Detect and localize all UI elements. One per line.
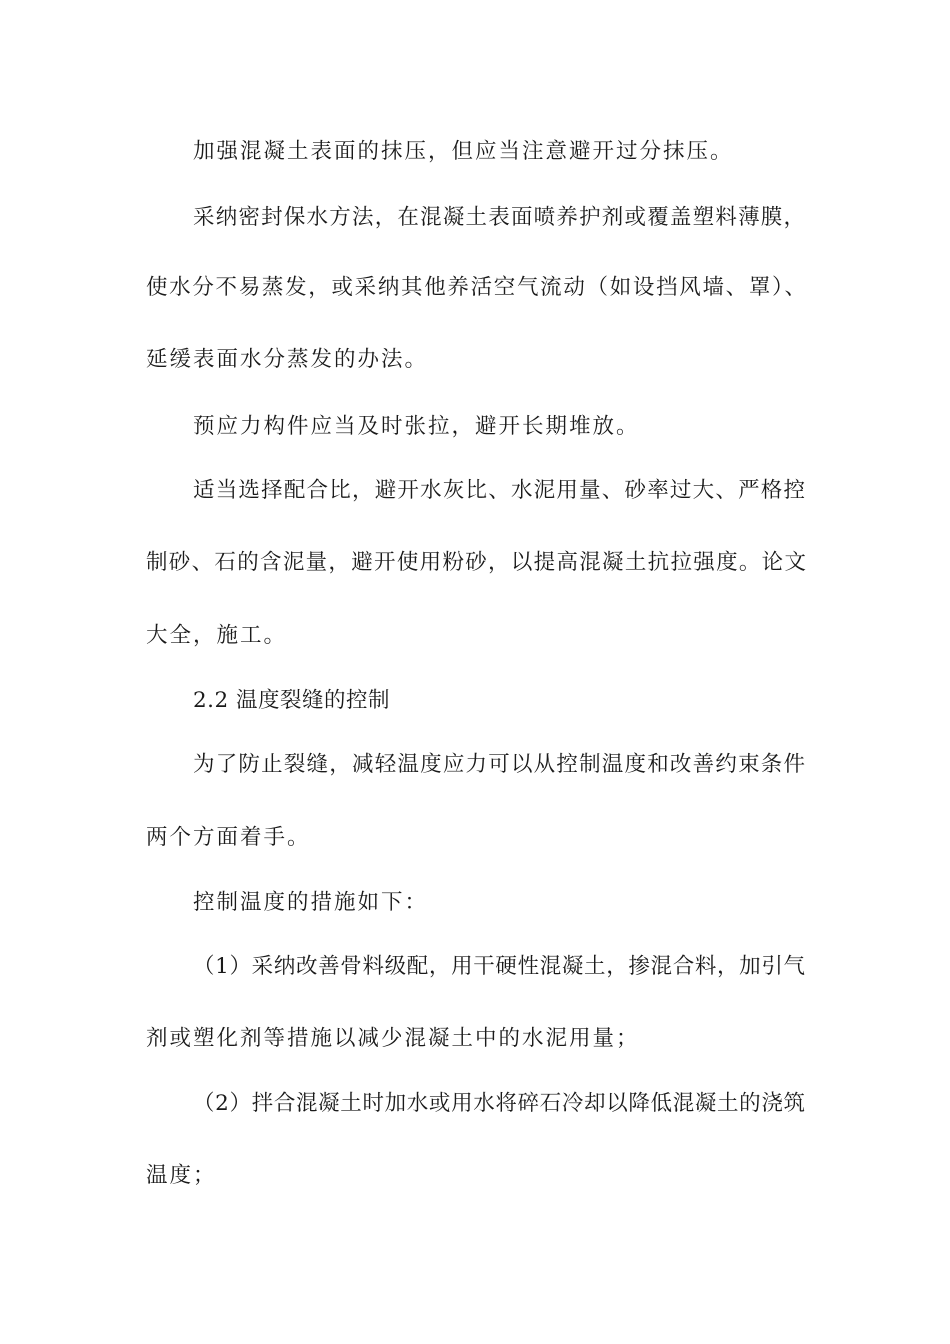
paragraph-line: 使水分不易蒸发，或采纳其他养活空气流动（如设挡风墙、罩）、: [146, 275, 806, 300]
paragraph-line: （1）采纳改善骨料级配，用干硬性混凝土，掺混合料，加引气: [193, 954, 805, 979]
paragraph-line: 控制温度的措施如下：: [193, 890, 429, 915]
paragraph-line: 适当选择配合比，避开水灰比、水泥用量、砂率过大、严格控: [193, 478, 805, 503]
paragraph-line: 加强混凝土表面的抹压，但应当注意避开过分抹压。: [193, 139, 734, 164]
paragraph-line: 大全，施工。: [146, 623, 288, 648]
paragraph-line: 剂或塑化剂等措施以减少混凝土中的水泥用量；: [146, 1026, 640, 1051]
paragraph-line: 制砂、石的含泥量，避开使用粉砂，以提高混凝土抗拉强度。论文: [146, 550, 806, 575]
paragraph-line: （2）拌合混凝土时加水或用水将碎石冷却以降低混凝土的浇筑: [193, 1091, 805, 1116]
section-heading: 2.2 温度裂缝的控制: [193, 688, 391, 713]
paragraph-line: 温度；: [146, 1163, 217, 1188]
paragraph-line: 预应力构件应当及时张拉，避开长期堆放。: [193, 414, 640, 439]
paragraph-line: 两个方面着手。: [146, 825, 311, 850]
paragraph-line: 延缓表面水分蒸发的办法。: [146, 347, 429, 372]
paragraph-line: 采纳密封保水方法，在混凝土表面喷养护剂或覆盖塑料薄膜，: [193, 205, 805, 230]
paragraph-line: 为了防止裂缝，减轻温度应力可以从控制温度和改善约束条件: [193, 752, 805, 777]
